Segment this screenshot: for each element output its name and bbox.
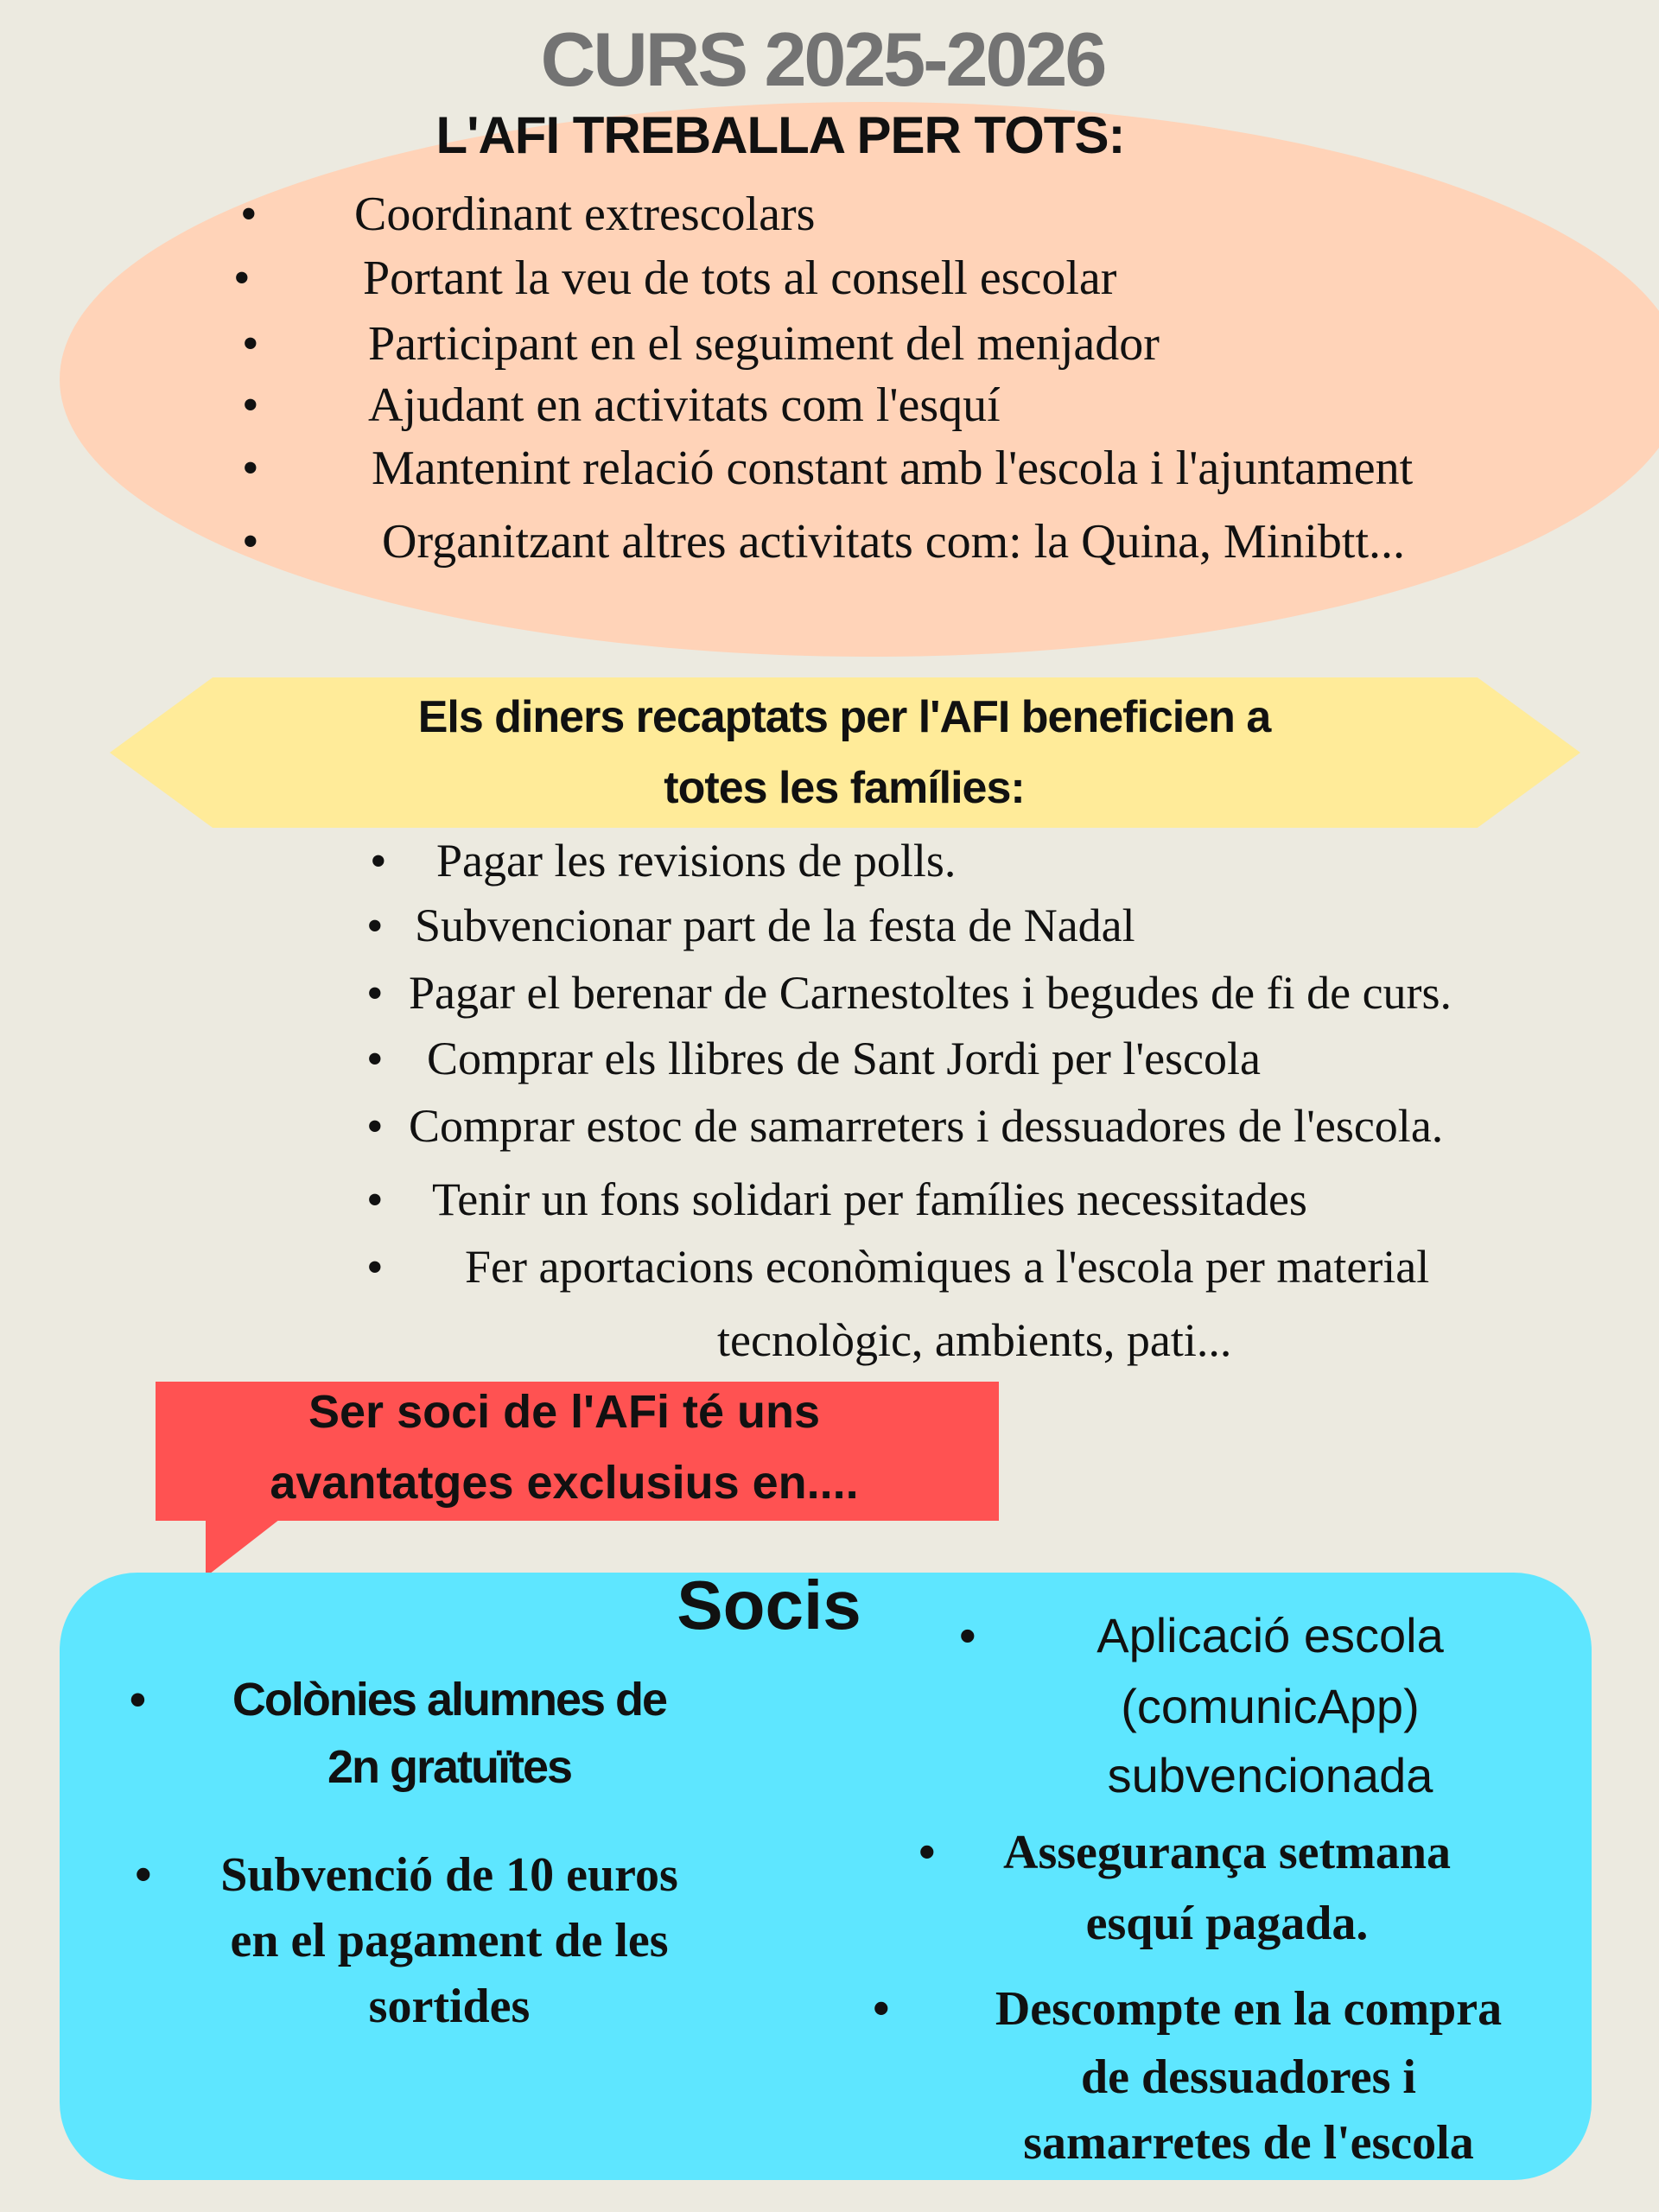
bullet-icon: •	[242, 515, 259, 569]
bullet-icon: •	[918, 1826, 936, 1879]
bullet-icon: •	[242, 442, 259, 495]
bullet-icon: •	[242, 317, 259, 371]
bullet-icon: •	[873, 1982, 890, 2036]
page-title: CURS 2025-2026	[540, 16, 1105, 102]
list-item: Organitzant altres activitats com: la Quina, Minibtt...	[382, 515, 1406, 569]
bullet-icon: •	[242, 378, 259, 432]
list-item: Ajudant en activitats com l'esquí	[368, 378, 1001, 432]
benefit-line: esquí pagada.	[1085, 1897, 1369, 1950]
list-item: Comprar els llibres de Sant Jordi per l'escola	[427, 1033, 1261, 1084]
list-item: Subvencionar part de la festa de Nadal	[415, 899, 1135, 951]
callout-line2: avantatges exclusius en....	[270, 1457, 859, 1509]
list-item: Coordinant extrescolars	[354, 188, 816, 241]
members-heading: Socis	[677, 1567, 861, 1643]
benefit-line: Assegurança setmana	[1003, 1826, 1451, 1879]
benefit-line: Colònies alumnes de	[232, 1674, 667, 1726]
callout-tail	[206, 1516, 283, 1577]
benefit-line: de dessuadores i	[1081, 2050, 1416, 2104]
bullet-icon: •	[233, 251, 251, 305]
list-item-continuation: tecnològic, ambients, pati...	[717, 1314, 1232, 1366]
bullet-icon: •	[366, 899, 384, 953]
bullet-icon: •	[366, 1173, 384, 1227]
bullet-icon: •	[135, 1848, 152, 1902]
list-item: Participant en el seguiment del menjador	[368, 317, 1160, 371]
list-item: Pagar el berenar de Carnestoltes i begudes de fi de curs.	[409, 967, 1452, 1019]
list-item: Portant la veu de tots al consell escolar	[363, 251, 1117, 305]
benefit-line: sortides	[368, 1980, 531, 2033]
bullet-icon: •	[959, 1608, 976, 1662]
benefit-line: en el pagament de les	[230, 1914, 669, 1967]
list-item: Tenir un fons solidari per famílies necessitades	[432, 1173, 1307, 1225]
list-item: Fer aportacions econòmiques a l'escola per material	[465, 1241, 1430, 1293]
funds-heading-line1: Els diners recaptats per l'AFI beneficien a	[417, 692, 1271, 742]
list-item: Mantenint relació constant amb l'escola i l'ajuntament	[372, 442, 1414, 495]
bullet-icon: •	[366, 1100, 384, 1154]
benefit-line: samarretes de l'escola	[1023, 2116, 1474, 2170]
callout-line1: Ser soci de l'AFi té uns	[308, 1386, 820, 1438]
work-heading: L'AFI TREBALLA PER TOTS:	[435, 106, 1125, 164]
benefit-line: subvencionada	[1107, 1748, 1433, 1802]
bullet-icon: •	[240, 188, 257, 241]
benefit-line: 2n gratuïtes	[327, 1741, 572, 1793]
benefit-line: Descompte en la compra	[995, 1982, 1503, 2036]
bullet-icon: •	[366, 1241, 384, 1294]
benefit-line: Subvenció de 10 euros	[220, 1848, 678, 1902]
benefit-line: (comunicApp)	[1121, 1679, 1420, 1733]
benefit-line: Aplicació escola	[1096, 1608, 1444, 1662]
list-item: Pagar les revisions de polls.	[436, 835, 957, 887]
funds-heading-line2: totes les famílies:	[664, 763, 1025, 813]
list-item: Comprar estoc de samarreters i dessuadores de l'escola.	[409, 1100, 1444, 1152]
bullet-icon: •	[130, 1674, 146, 1726]
bullet-icon: •	[366, 967, 384, 1020]
bullet-icon: •	[366, 1033, 384, 1086]
bullet-icon: •	[370, 835, 387, 888]
